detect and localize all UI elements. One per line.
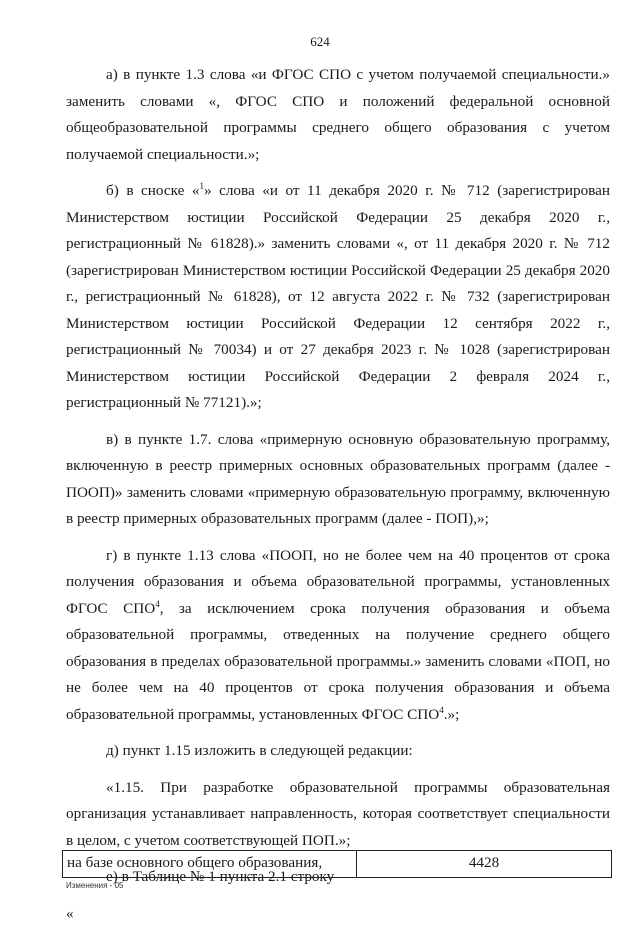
table-row [62,850,612,878]
document-body [66,62,610,927]
table-cell-label: на базе основного общего образования, [63,851,357,877]
paragraph-g-middle: , за исключением срока получения образования и объема образовательной программы, отведенных на получение среднего общего образования в пределах образовательной программы.» заменить словами «ПОП, но не более чем на 40 процентов от срока получения образования и объема образовательной программы, установленных ФГОС СПО [66,599,610,723]
paragraph-b-start: б) в сноске « [106,182,200,199]
paragraph-g-end: .»; [443,705,460,723]
paragraph-a: а) в пункте 1.3 слова «и ФГОС СПО с учетом получаемой специальности.» заменить словами «, ФГОС СПО и положений федеральной основной общеобразовательной программы среднего общего образования с учетом получаемой специальности.»; [66,66,610,163]
page-number: 624 [310,34,330,49]
paragraph-quote-1-15: «1.15. При разработке образовательной программы образовательная организация устанавливает направленность, которая соответствует специальности в целом, с учетом соответствующей ПОП.»; [66,778,610,849]
table-cell-value: 4428 [468,854,500,871]
paragraph-e: е) в Таблице № 1 пункта 2.1 строку [106,868,335,885]
footnote-mark: 4 [155,598,160,609]
paragraph-d: д) пункт 1.15 изложить в следующей редакции: [106,742,413,759]
footnote-mark: 4 [439,704,444,715]
paragraph-g-start: г) в пункте 1.13 слова «ПООП, но не более чем на 40 процентов от срока получения образования и объема образовательной программы, установленных ФГОС СПО [66,546,610,617]
paragraph-g [66,543,610,729]
quote-open-mark: « [66,904,74,922]
paragraph-b [66,178,610,417]
footnote-mark: 1 [199,180,204,191]
paragraph-v: в) в пункте 1.7. слова «примерную основную образовательную программу, включенную в реестр примерных основных образовательных программ (далее - ПООП)» заменить словами «примерную образовательную программу, включенную в реестр примерных образовательных программ (далее - ПОП),»; [66,430,610,527]
page-footer: Изменения - 05 [66,881,124,890]
paragraph-b-rest: » слова «и от 11 декабря 2020 г. № 712 (зарегистрирован Министерством юстиции Российской Федерации 25 декабря 2020 г., регистрационный № 61828).» заменить словами «, от 11 декабря 2020 г. № 712 (зарегистрирован Министерством юстиции Российской Федерации 25 декабря 2020 г., регистрационный № 61828), от 12 августа 2022 г. № 732 (зарегистрирован Министерством юстиции Российской Федерации 12 сентября 2022 г., регистрационный № 70034) и от 27 декабря 2023 г. № 1028 (зарегистрирован Министерством юстиции Российской Федерации 2 февраля 2024 г., регистрационный № 77121).»; [66,182,610,411]
